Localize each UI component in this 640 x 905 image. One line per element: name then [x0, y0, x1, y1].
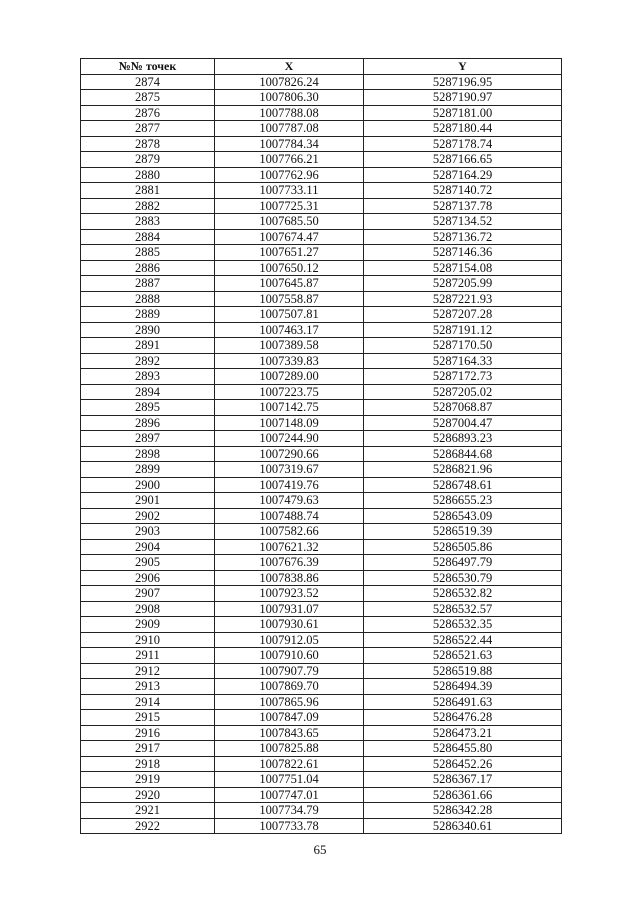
- point-number-cell: 2911: [81, 648, 215, 664]
- y-cell: 5286367.17: [364, 772, 562, 788]
- x-cell: 1007488.74: [215, 508, 364, 524]
- x-cell: 1007148.09: [215, 415, 364, 431]
- x-cell: 1007645.87: [215, 276, 364, 292]
- y-cell: 5287164.33: [364, 353, 562, 369]
- table-row: [81, 818, 562, 834]
- point-number-cell: 2884: [81, 229, 215, 245]
- y-cell: 5287191.12: [364, 322, 562, 338]
- table-row: [81, 493, 562, 509]
- point-number-cell: 2877: [81, 121, 215, 137]
- y-cell: 5286532.35: [364, 617, 562, 633]
- y-cell: 5287137.78: [364, 198, 562, 214]
- y-cell: 5287146.36: [364, 245, 562, 261]
- point-number-cell: 2886: [81, 260, 215, 276]
- table-row: [81, 586, 562, 602]
- table-row: [81, 369, 562, 385]
- table-row: [81, 539, 562, 555]
- x-cell: 1007751.04: [215, 772, 364, 788]
- y-cell: 5286491.63: [364, 694, 562, 710]
- table-row: [81, 710, 562, 726]
- point-number-cell: 2908: [81, 601, 215, 617]
- y-cell: 5287164.29: [364, 167, 562, 183]
- x-cell: 1007725.31: [215, 198, 364, 214]
- table-row: [81, 214, 562, 230]
- x-cell: 1007822.61: [215, 756, 364, 772]
- point-number-cell: 2885: [81, 245, 215, 261]
- table-row: [81, 679, 562, 695]
- point-number-cell: 2904: [81, 539, 215, 555]
- point-number-cell: 2876: [81, 105, 215, 121]
- x-cell: 1007912.05: [215, 632, 364, 648]
- x-cell: 1007419.76: [215, 477, 364, 493]
- point-number-cell: 2909: [81, 617, 215, 633]
- point-number-cell: 2897: [81, 431, 215, 447]
- point-number-cell: 2912: [81, 663, 215, 679]
- table-row: [81, 787, 562, 803]
- y-cell: 5286530.79: [364, 570, 562, 586]
- point-number-cell: 2880: [81, 167, 215, 183]
- y-cell: 5286473.21: [364, 725, 562, 741]
- table-row: [81, 570, 562, 586]
- x-cell: 1007651.27: [215, 245, 364, 261]
- table-row: [81, 415, 562, 431]
- point-number-cell: 2918: [81, 756, 215, 772]
- coordinates-table: [80, 58, 562, 834]
- table-row: [81, 617, 562, 633]
- y-cell: 5287181.00: [364, 105, 562, 121]
- x-cell: 1007826.24: [215, 74, 364, 90]
- x-cell: 1007733.78: [215, 818, 364, 834]
- y-cell: 5286452.26: [364, 756, 562, 772]
- x-cell: 1007685.50: [215, 214, 364, 230]
- point-number-cell: 2891: [81, 338, 215, 354]
- point-number-cell: 2893: [81, 369, 215, 385]
- table-row: [81, 772, 562, 788]
- table-row: [81, 601, 562, 617]
- y-cell: 5287178.74: [364, 136, 562, 152]
- point-number-cell: 2881: [81, 183, 215, 199]
- x-cell: 1007582.66: [215, 524, 364, 540]
- point-number-cell: 2916: [81, 725, 215, 741]
- x-cell: 1007289.00: [215, 369, 364, 385]
- x-cell: 1007650.12: [215, 260, 364, 276]
- x-cell: 1007244.90: [215, 431, 364, 447]
- point-number-cell: 2898: [81, 446, 215, 462]
- x-cell: 1007931.07: [215, 601, 364, 617]
- table-row: [81, 245, 562, 261]
- table-body: [81, 74, 562, 834]
- table-row: [81, 462, 562, 478]
- y-cell: 5287004.47: [364, 415, 562, 431]
- y-cell: 5286522.44: [364, 632, 562, 648]
- table-row: [81, 291, 562, 307]
- point-number-cell: 2888: [81, 291, 215, 307]
- header-y: Y: [364, 59, 562, 75]
- y-cell: 5287068.87: [364, 400, 562, 416]
- y-cell: 5286361.66: [364, 787, 562, 803]
- table-row: [81, 663, 562, 679]
- point-number-cell: 2899: [81, 462, 215, 478]
- y-cell: 5286519.39: [364, 524, 562, 540]
- x-cell: 1007339.83: [215, 353, 364, 369]
- table-row: [81, 322, 562, 338]
- header-x: X: [215, 59, 364, 75]
- table-header-row: [81, 59, 562, 75]
- header-point-number: №№ точек: [81, 59, 215, 75]
- y-cell: 5286494.39: [364, 679, 562, 695]
- point-number-cell: 2919: [81, 772, 215, 788]
- point-number-cell: 2905: [81, 555, 215, 571]
- point-number-cell: 2913: [81, 679, 215, 695]
- x-cell: 1007838.86: [215, 570, 364, 586]
- y-cell: 5286844.68: [364, 446, 562, 462]
- y-cell: 5287205.99: [364, 276, 562, 292]
- x-cell: 1007389.58: [215, 338, 364, 354]
- point-number-cell: 2896: [81, 415, 215, 431]
- table-row: [81, 307, 562, 323]
- point-number-cell: 2892: [81, 353, 215, 369]
- point-number-cell: 2914: [81, 694, 215, 710]
- y-cell: 5286521.63: [364, 648, 562, 664]
- y-cell: 5287140.72: [364, 183, 562, 199]
- point-number-cell: 2889: [81, 307, 215, 323]
- x-cell: 1007747.01: [215, 787, 364, 803]
- table-row: [81, 694, 562, 710]
- point-number-cell: 2920: [81, 787, 215, 803]
- x-cell: 1007869.70: [215, 679, 364, 695]
- x-cell: 1007674.47: [215, 229, 364, 245]
- table-row: [81, 446, 562, 462]
- table-row: [81, 353, 562, 369]
- y-cell: 5287170.50: [364, 338, 562, 354]
- y-cell: 5287205.02: [364, 384, 562, 400]
- table-row: [81, 431, 562, 447]
- y-cell: 5286532.82: [364, 586, 562, 602]
- y-cell: 5287196.95: [364, 74, 562, 90]
- table-row: [81, 803, 562, 819]
- point-number-cell: 2874: [81, 74, 215, 90]
- table-row: [81, 90, 562, 106]
- table-row: [81, 632, 562, 648]
- point-number-cell: 2875: [81, 90, 215, 106]
- x-cell: 1007223.75: [215, 384, 364, 400]
- x-cell: 1007843.65: [215, 725, 364, 741]
- table-row: [81, 136, 562, 152]
- x-cell: 1007865.96: [215, 694, 364, 710]
- x-cell: 1007290.66: [215, 446, 364, 462]
- x-cell: 1007734.79: [215, 803, 364, 819]
- table-row: [81, 152, 562, 168]
- y-cell: 5286455.80: [364, 741, 562, 757]
- table-row: [81, 260, 562, 276]
- x-cell: 1007784.34: [215, 136, 364, 152]
- x-cell: 1007825.88: [215, 741, 364, 757]
- point-number-cell: 2900: [81, 477, 215, 493]
- y-cell: 5286893.23: [364, 431, 562, 447]
- x-cell: 1007847.09: [215, 710, 364, 726]
- y-cell: 5287136.72: [364, 229, 562, 245]
- table-row: [81, 338, 562, 354]
- x-cell: 1007910.60: [215, 648, 364, 664]
- table-row: [81, 384, 562, 400]
- table-row: [81, 648, 562, 664]
- point-number-cell: 2882: [81, 198, 215, 214]
- y-cell: 5286497.79: [364, 555, 562, 571]
- table-row: [81, 183, 562, 199]
- point-number-cell: 2887: [81, 276, 215, 292]
- point-number-cell: 2921: [81, 803, 215, 819]
- point-number-cell: 2879: [81, 152, 215, 168]
- x-cell: 1007907.79: [215, 663, 364, 679]
- table-row: [81, 508, 562, 524]
- y-cell: 5287207.28: [364, 307, 562, 323]
- x-cell: 1007507.81: [215, 307, 364, 323]
- x-cell: 1007463.17: [215, 322, 364, 338]
- y-cell: 5287154.08: [364, 260, 562, 276]
- point-number-cell: 2895: [81, 400, 215, 416]
- y-cell: 5287172.73: [364, 369, 562, 385]
- point-number-cell: 2894: [81, 384, 215, 400]
- table-row: [81, 555, 562, 571]
- x-cell: 1007923.52: [215, 586, 364, 602]
- point-number-cell: 2903: [81, 524, 215, 540]
- x-cell: 1007766.21: [215, 152, 364, 168]
- table-row: [81, 524, 562, 540]
- table-row: [81, 198, 562, 214]
- x-cell: 1007806.30: [215, 90, 364, 106]
- point-number-cell: 2907: [81, 586, 215, 602]
- x-cell: 1007733.11: [215, 183, 364, 199]
- table-row: [81, 400, 562, 416]
- table-row: [81, 74, 562, 90]
- y-cell: 5286340.61: [364, 818, 562, 834]
- point-number-cell: 2878: [81, 136, 215, 152]
- x-cell: 1007319.67: [215, 462, 364, 478]
- y-cell: 5286543.09: [364, 508, 562, 524]
- y-cell: 5286519.88: [364, 663, 562, 679]
- y-cell: 5287166.65: [364, 152, 562, 168]
- y-cell: 5286476.28: [364, 710, 562, 726]
- x-cell: 1007558.87: [215, 291, 364, 307]
- point-number-cell: 2883: [81, 214, 215, 230]
- x-cell: 1007479.63: [215, 493, 364, 509]
- x-cell: 1007788.08: [215, 105, 364, 121]
- table-row: [81, 276, 562, 292]
- page-number: 65: [313, 842, 327, 857]
- point-number-cell: 2915: [81, 710, 215, 726]
- y-cell: 5286748.61: [364, 477, 562, 493]
- y-cell: 5286505.86: [364, 539, 562, 555]
- point-number-cell: 2901: [81, 493, 215, 509]
- point-number-cell: 2922: [81, 818, 215, 834]
- y-cell: 5286532.57: [364, 601, 562, 617]
- table-row: [81, 229, 562, 245]
- y-cell: 5287221.93: [364, 291, 562, 307]
- x-cell: 1007930.61: [215, 617, 364, 633]
- y-cell: 5286342.28: [364, 803, 562, 819]
- table-row: [81, 121, 562, 137]
- x-cell: 1007142.75: [215, 400, 364, 416]
- table-row: [81, 725, 562, 741]
- y-cell: 5287190.97: [364, 90, 562, 106]
- point-number-cell: 2906: [81, 570, 215, 586]
- x-cell: 1007676.39: [215, 555, 364, 571]
- point-number-cell: 2910: [81, 632, 215, 648]
- point-number-cell: 2890: [81, 322, 215, 338]
- table-row: [81, 167, 562, 183]
- table-row: [81, 105, 562, 121]
- x-cell: 1007787.08: [215, 121, 364, 137]
- table-row: [81, 741, 562, 757]
- y-cell: 5287180.44: [364, 121, 562, 137]
- x-cell: 1007762.96: [215, 167, 364, 183]
- table-row: [81, 756, 562, 772]
- point-number-cell: 2902: [81, 508, 215, 524]
- table-row: [81, 477, 562, 493]
- y-cell: 5286821.96: [364, 462, 562, 478]
- point-number-cell: 2917: [81, 741, 215, 757]
- x-cell: 1007621.32: [215, 539, 364, 555]
- y-cell: 5286655.23: [364, 493, 562, 509]
- y-cell: 5287134.52: [364, 214, 562, 230]
